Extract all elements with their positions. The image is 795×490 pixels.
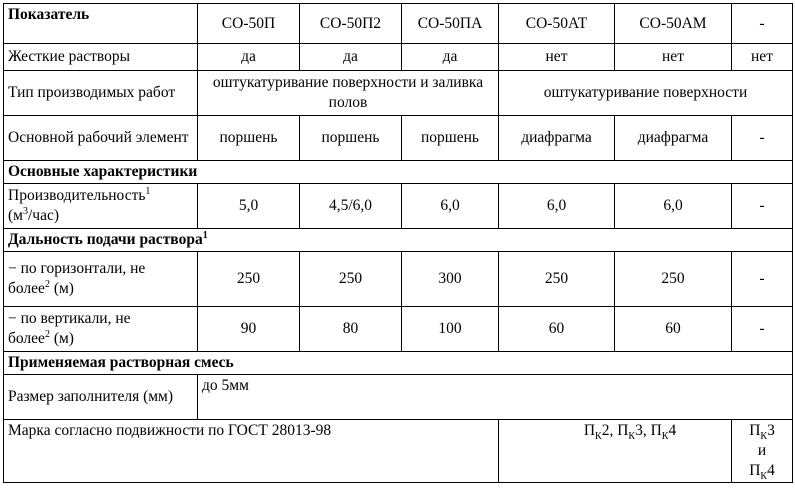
grade-values: $П_К2$, $П_К3$, $П_К4$ [583,422,677,443]
header-model: СО-50АМ [615,4,732,44]
row-horizontal [4,252,793,307]
section-heading: Основные характеристики [4,161,793,184]
cell-value: до 5мм [198,375,793,420]
section-heading: Дальность подачи раствора$^1$ [4,229,793,252]
cell-value: нет [499,44,615,71]
cell-value: 80 [300,307,402,352]
row-main-element [4,116,793,161]
grade-cell-last: $П_К3$ и $П_К4$ [732,420,793,483]
row-vertical [4,307,793,352]
header-row [4,4,793,44]
section-main-characteristics [4,161,793,184]
cell-value: поршень [300,116,402,161]
cell-value: 250 [300,252,402,307]
cell-value: 6,0 [499,184,615,229]
cell-value: 100 [402,307,499,352]
cell-value: да [198,44,300,71]
cell-value: да [300,44,402,71]
spec-table [3,3,793,483]
cell-value: нет [732,44,793,71]
row-aggregate [4,375,793,420]
cell-value: 60 [615,307,732,352]
row-label: − по вертикали, не более$^2$ (м) [4,307,198,352]
section-delivery-distance [4,229,793,252]
cell-value: 300 [402,252,499,307]
cell-value: 6,0 [615,184,732,229]
cell-value: да [402,44,499,71]
cell-value: диафрагма [615,116,732,161]
cell-value: нет [615,44,732,71]
section-mortar-mix [4,352,793,375]
cell-value: - [732,116,793,161]
row-label: Марка согласно подвижности по ГОСТ 28013-98 [4,420,499,483]
cell-value: 250 [499,252,615,307]
row-label: Производительность$^1$ $(м^3/час)$ [4,184,198,229]
section-heading: Применяемая растворная смесь [4,352,793,375]
cell-value: 90 [198,307,300,352]
cell-value: оштукатуривание поверхности и заливка полов [198,71,499,116]
row-label: Жесткие растворы [4,44,198,71]
row-label: Размер заполнителя (мм) [4,375,198,420]
row-label: − по горизонтали, не более$^2$ (м) [4,252,198,307]
cell-value: поршень [402,116,499,161]
cell-value: - [732,307,793,352]
cell-value: - [732,252,793,307]
grade-cell [499,420,732,483]
cell-value: диафрагма [499,116,615,161]
cell-value: поршень [198,116,300,161]
cell-value: 60 [499,307,615,352]
header-model: СО-50АТ [499,4,615,44]
cell-value: 6,0 [402,184,499,229]
cell-value: - [732,184,793,229]
row-hard-mortar [4,44,793,71]
row-label: Тип производимых работ [4,71,198,116]
row-work-type [4,71,793,116]
header-model: СО-50ПА [402,4,499,44]
header-model: СО-50П [198,4,300,44]
cell-value: 250 [615,252,732,307]
cell-value: 250 [198,252,300,307]
header-indicator: Показатель [4,4,198,44]
cell-value: 4,5/6,0 [300,184,402,229]
row-grade [4,420,793,483]
header-model: СО-50П2 [300,4,402,44]
cell-value: 5,0 [198,184,300,229]
cell-value: оштукатуривание поверхности [499,71,793,116]
row-label: Основной рабочий элемент [4,116,198,161]
row-productivity [4,184,793,229]
header-model: - [732,4,793,44]
